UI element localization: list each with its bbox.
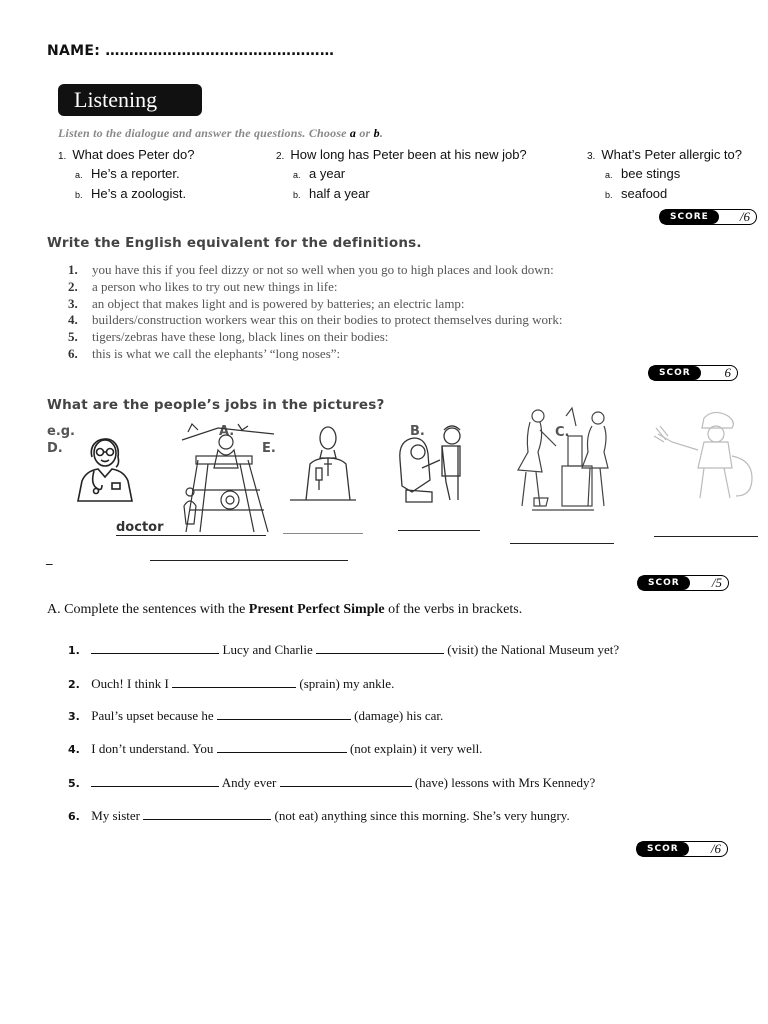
answer-line-a[interactable] — [283, 533, 363, 534]
listening-title: Listening — [58, 84, 202, 116]
answer-blank[interactable] — [217, 742, 347, 753]
jobs-label-e: E. — [262, 441, 276, 456]
listening-question-2: 2. How long has Peter been at his new job? — [276, 147, 527, 162]
sentence-row: 2. Ouch! I think I (sprain) my ankle. — [68, 676, 395, 691]
answer-blank[interactable] — [316, 643, 444, 654]
score-max: /5 — [711, 575, 722, 590]
score-badge — [648, 365, 738, 381]
listening-question-1: 1. What does Peter do? — [58, 147, 195, 162]
jobs-label-c: C. — [555, 425, 570, 440]
score-badge — [637, 575, 729, 591]
jobs-label-d: D. — [47, 441, 63, 456]
doctor-illustration — [72, 425, 138, 503]
score-label: SCOR — [649, 366, 701, 380]
jobs-title: What are the people’s jobs in the pictures? — [47, 397, 385, 413]
score-max: 6 — [724, 365, 731, 380]
sentence-row: 1. Lucy and Charlie (visit) the National Museum yet? — [68, 642, 620, 657]
dentist-illustration — [392, 420, 472, 504]
score-max: /6 — [710, 841, 721, 856]
list-item: 3. an object that makes light and is powered by batteries; an electric lamp: — [68, 295, 465, 311]
shop-assistant-illustration — [512, 406, 616, 512]
firefighter-illustration — [652, 406, 758, 502]
reporter-illustration — [288, 424, 360, 502]
score-badge — [636, 841, 728, 857]
listening-option: b. half a year — [293, 186, 370, 201]
answer-line-c[interactable] — [510, 543, 614, 544]
sentence-row: 6. My sister (not eat) anything since this morning. She’s very hungry. — [68, 808, 570, 823]
score-max: /6 — [739, 209, 750, 224]
list-item: 4. builders/construction workers wear this on their bodies to protect themselves during work: — [68, 312, 563, 328]
definitions-list — [68, 262, 562, 363]
grammar-instruction: A. Complete the sentences with the Present Perfect Simple of the verbs in brackets. — [47, 602, 523, 617]
answer-blank[interactable] — [91, 643, 219, 654]
listening-option: a. bee stings — [605, 166, 681, 181]
answer-line-eg — [116, 535, 266, 536]
list-item: 5. tigers/zebras have these long, black lines on their bodies: — [68, 329, 389, 345]
example-answer: doctor — [116, 520, 164, 535]
listening-instruction: Listen to the dialogue and answer the questions. Choose a or b. — [58, 126, 384, 140]
score-badge — [659, 209, 757, 225]
answer-line-d[interactable] — [654, 536, 758, 537]
answer-blank[interactable] — [217, 709, 351, 720]
answer-line-e[interactable] — [150, 560, 348, 561]
lifeguard-illustration — [178, 420, 278, 536]
jobs-label-a: A. — [219, 424, 235, 439]
jobs-eg-label: e.g. — [47, 424, 75, 439]
jobs-label-b: B. — [410, 424, 425, 439]
answer-blank[interactable] — [143, 809, 271, 820]
sentence-row: 5. Andy ever (have) lessons with Mrs Kennedy? — [68, 775, 596, 790]
answer-blank[interactable] — [172, 677, 296, 688]
sentence-row: 4. I don’t understand. You (not explain) it very well. — [68, 741, 483, 756]
list-item: 2. a person who likes to try out new things in life: — [68, 278, 338, 294]
definitions-title: Write the English equivalent for the definitions. — [47, 235, 422, 251]
dash-mark: _ — [46, 551, 53, 566]
answer-blank[interactable] — [91, 776, 219, 787]
list-item: 1. you have this if you feel dizzy or not so well when you go to high places and look down: — [68, 262, 554, 277]
score-label: SCOR — [638, 576, 690, 590]
listening-option: a. a year — [293, 166, 346, 181]
name-field-label: NAME: ………………………………………… — [47, 43, 335, 59]
list-item: 6. this is what we call the elephants’ “long noses”: — [68, 345, 341, 361]
listening-question-3: 3. What’s Peter allergic to? — [587, 147, 743, 162]
answer-blank[interactable] — [280, 776, 412, 787]
answer-line-b[interactable] — [398, 530, 480, 531]
score-label: SCOR — [637, 842, 689, 856]
score-label: SCORE — [660, 210, 719, 224]
listening-option: b. seafood — [605, 186, 668, 201]
listening-option: a. He’s a reporter. — [75, 166, 180, 181]
sentence-row: 3. Paul’s upset because he (damage) his car. — [68, 708, 444, 723]
listening-option: b. He’s a zoologist. — [75, 186, 187, 201]
